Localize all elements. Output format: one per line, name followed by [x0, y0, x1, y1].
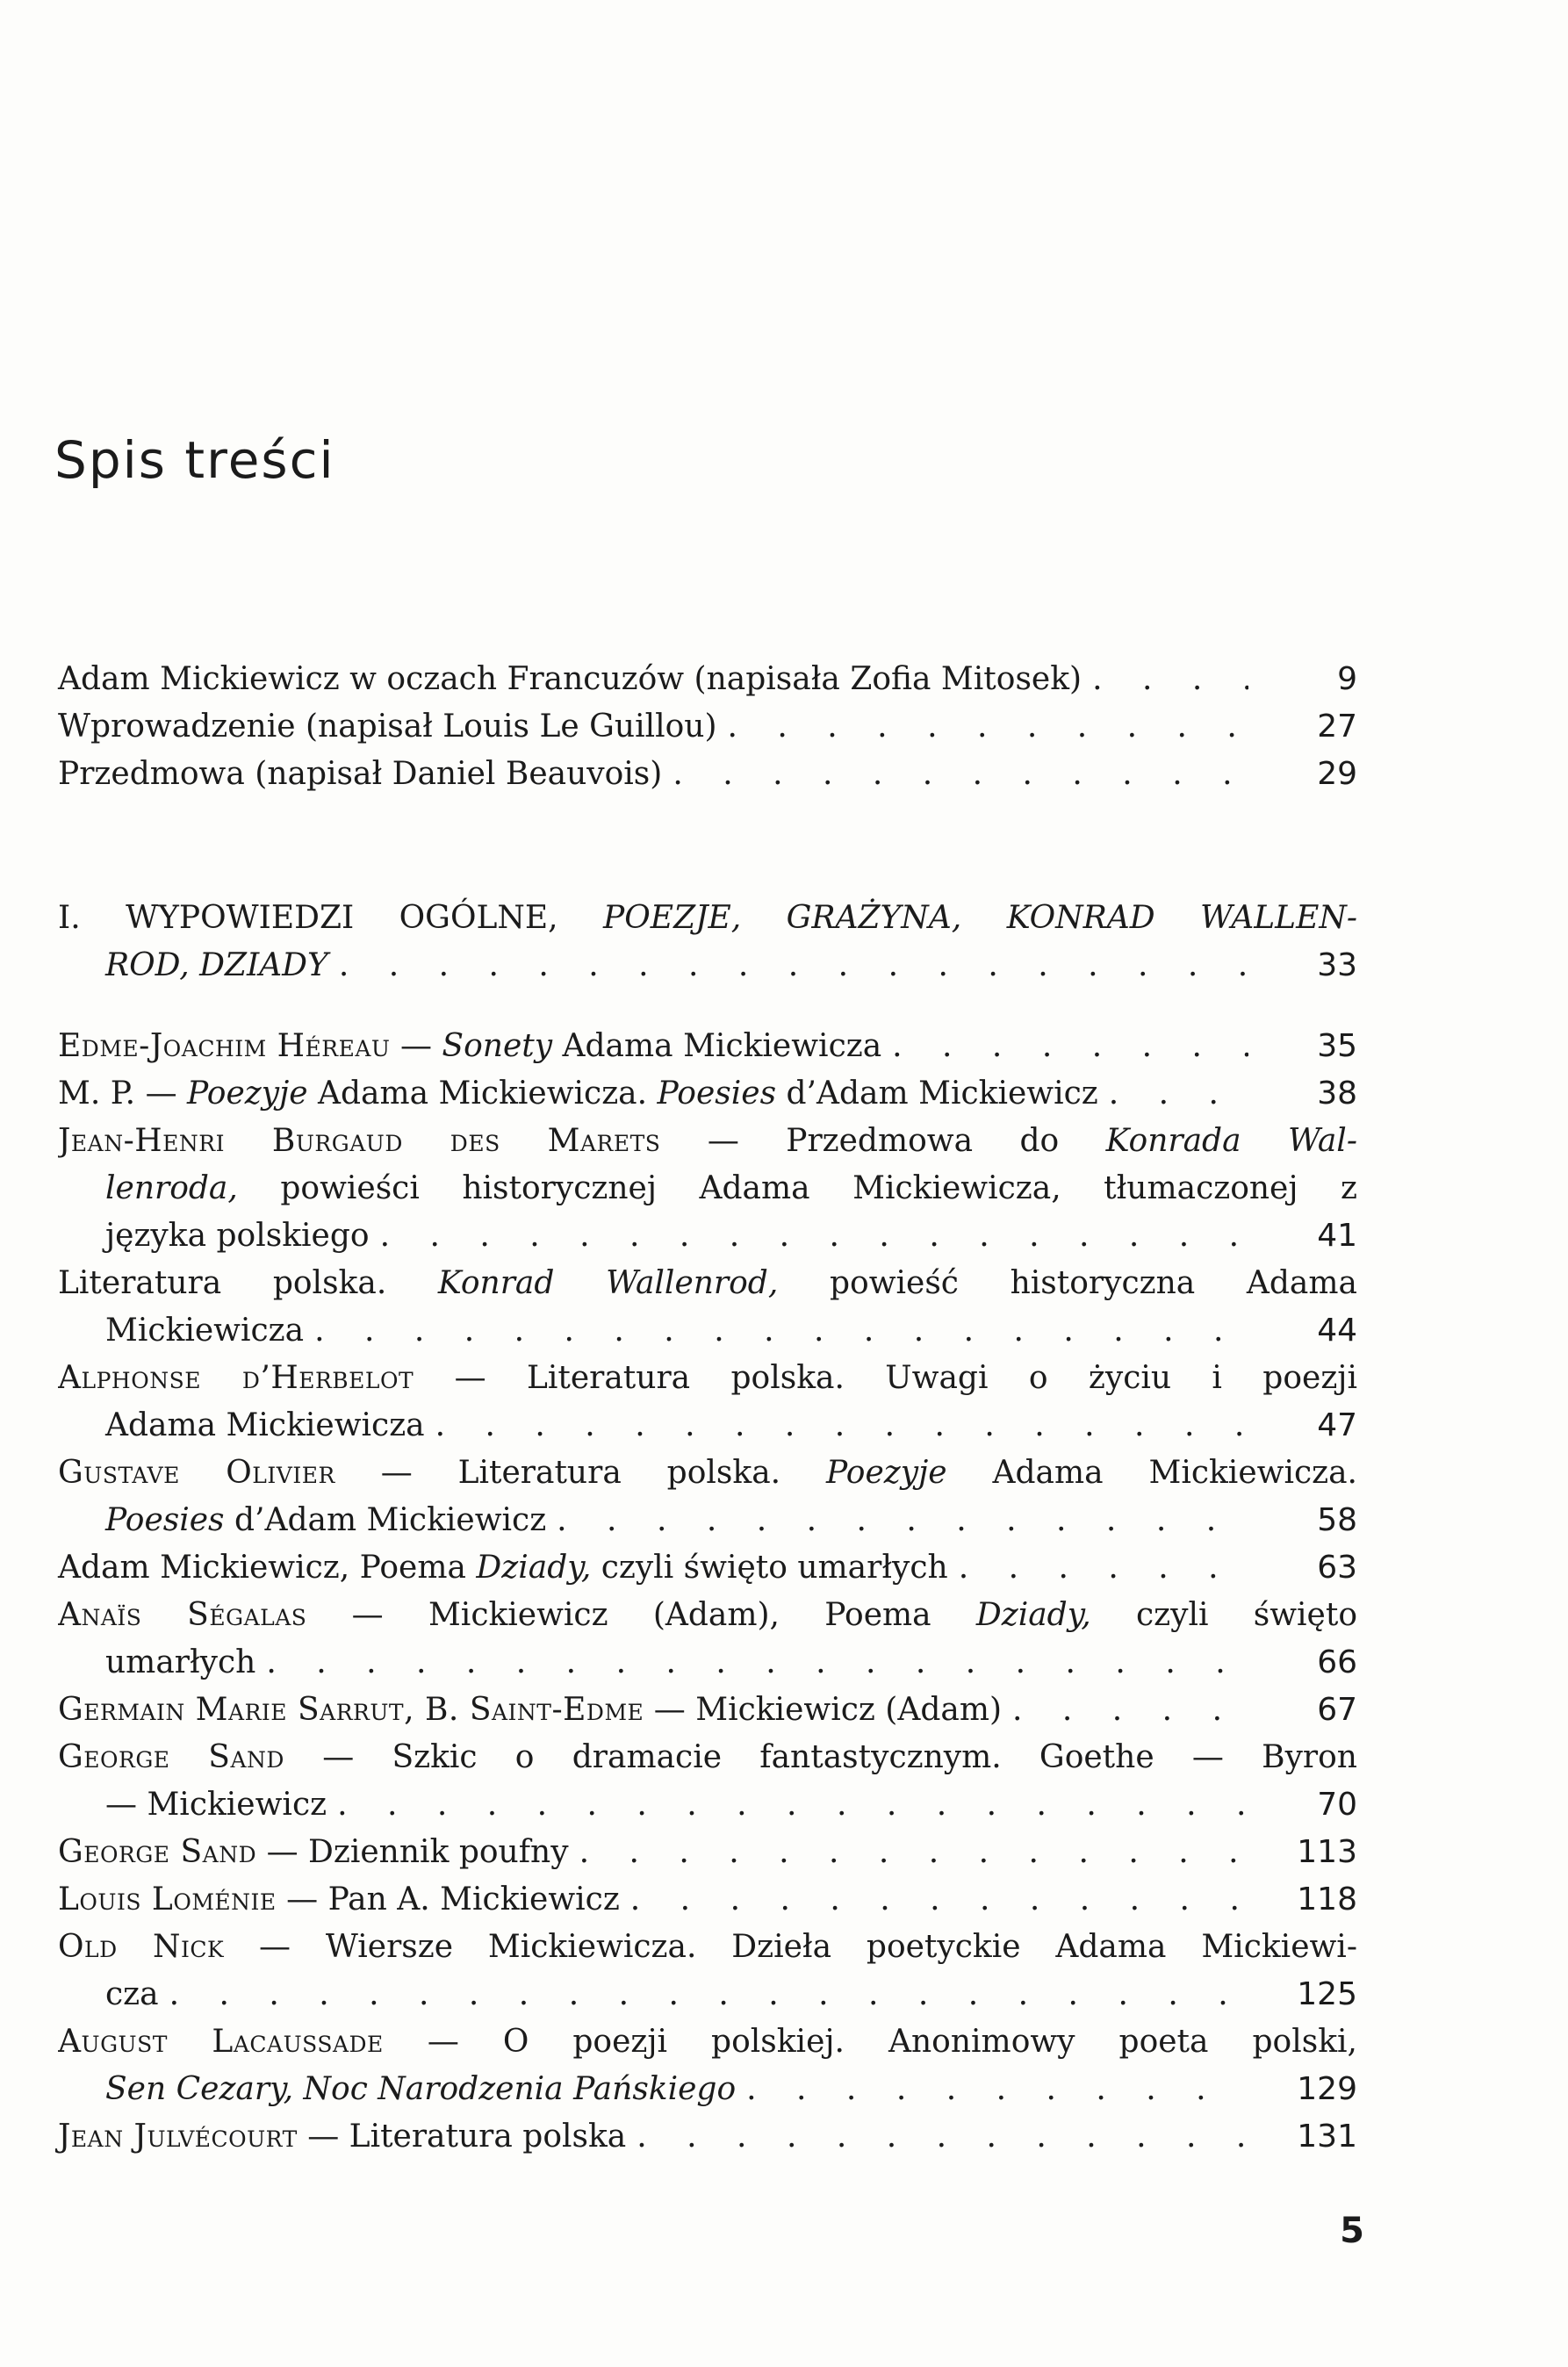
leader-dots — [380, 1212, 1248, 1260]
toc-entry-page: 67 — [1317, 1692, 1357, 1728]
leader-dots — [673, 751, 1248, 798]
toc-entry — [58, 656, 1357, 703]
leader-dots — [557, 1497, 1248, 1544]
leader-dots — [1092, 656, 1248, 703]
author-name: Old Nick — [58, 1929, 225, 1965]
toc-entry: Edme-Joachim Héreau — Sonety Adama Mickiewicza . . . 35 — [58, 1023, 1357, 1070]
leader-dots — [1012, 1687, 1248, 1734]
leader-dots — [1109, 1070, 1248, 1118]
toc-entry-page: 58 — [1317, 1502, 1357, 1538]
toc-entry-page: 70 — [1317, 1787, 1357, 1823]
toc-entry-page: 118 — [1297, 1881, 1357, 1917]
toc-entry: Jean-Henri Burgaud des Marets — Przedmowa do Konrada Wal- lenroda, powieści historycznej Adama Mickiewicza, tłumaczonej z języka polskiego . . . 41 — [58, 1118, 1357, 1260]
toc-entry-title: Przedmowa (napisał Daniel Beauvois) — [58, 756, 663, 792]
toc-entry-page: 125 — [1297, 1976, 1357, 2012]
toc-entry-page: 41 — [1317, 1218, 1357, 1254]
work-title: Poesies — [105, 1502, 225, 1538]
author-name: George Sand — [58, 1834, 257, 1870]
work-title: Poezyje — [187, 1076, 308, 1112]
work-title: Konrada Wal- — [1105, 1123, 1357, 1159]
toc-entry-page: 38 — [1317, 1076, 1357, 1112]
section-title: WYPOWIEDZI OGÓLNE, — [126, 900, 558, 936]
toc-entry-page: 129 — [1297, 2071, 1357, 2107]
toc-entry: George Sand — Dziennik poufny . . . 113 — [58, 1829, 1357, 1876]
toc-entry-page: 27 — [1317, 709, 1357, 745]
toc-entry-page: 29 — [1317, 756, 1357, 792]
author-name: George Sand — [58, 1739, 284, 1775]
toc-entry: Literatura polska. Konrad Wallenrod, powieść historyczna Adama Mickiewicza . . . 44 — [58, 1260, 1357, 1355]
section-title-italic: ROD, DZIADY — [105, 947, 328, 983]
work-title: Dziady, — [975, 1597, 1091, 1633]
toc-entry-page: 44 — [1317, 1313, 1357, 1349]
table-of-contents — [58, 0, 1357, 2367]
toc-entry: Adam Mickiewicz, Poema Dziady, czyli święto umarłych . . . 63 — [58, 1544, 1357, 1592]
section-title-italic: POEZJE, GRAŻYNA, KONRAD WALLEN- — [603, 900, 1357, 936]
toc-entry: Germain Marie Sarrut, B. Saint-Edme — Mickiewicz (Adam) . . . 67 — [58, 1687, 1357, 1734]
page-title: Spis treści — [54, 430, 335, 490]
work-title: lenroda, — [105, 1170, 238, 1206]
toc-entry-page: 9 — [1337, 661, 1357, 697]
page-number: 5 — [1340, 2211, 1364, 2251]
work-title: Poezyje — [826, 1455, 947, 1491]
toc-section-heading — [58, 895, 1357, 989]
toc-entry — [58, 703, 1357, 751]
work-title: Dziady, — [476, 1550, 592, 1586]
toc-entry-title: Wprowadzenie (napisał Louis Le Guillou) — [58, 709, 717, 745]
work-title: Konrad Wallenrod, — [437, 1265, 779, 1301]
toc-entry — [58, 751, 1357, 798]
leader-dots — [339, 942, 1248, 989]
author-name: Louis Loménie — [58, 1881, 277, 1917]
toc-entry-page: 131 — [1297, 2119, 1357, 2155]
toc-entry: Anaïs Ségalas — Mickiewicz (Adam), Poema Dziady, czyli święto umarłych . . . 66 — [58, 1592, 1357, 1687]
work-title: Sen Cezary, Noc Narodzenia Pańskiego — [105, 2071, 737, 2107]
author-name: Anaïs Ségalas — [58, 1597, 307, 1633]
work-title: Sonety — [442, 1028, 553, 1064]
author-name: August Lacaussade — [58, 2024, 384, 2060]
leader-dots — [169, 1971, 1248, 2018]
leader-dots — [337, 1781, 1248, 1829]
leader-dots — [728, 703, 1248, 751]
author-name: Jean Julvécourt — [58, 2119, 298, 2155]
leader-dots — [637, 2113, 1248, 2161]
author-name: Edme-Joachim Héreau — [58, 1028, 391, 1064]
author-name: M. P. — [58, 1076, 136, 1112]
toc-entry-page: 47 — [1317, 1407, 1357, 1443]
toc-entry-title: Adam Mickiewicz w oczach Francuzów (napisała Zofia Mitosek) — [58, 661, 1082, 697]
toc-entry-page: 35 — [1317, 1028, 1357, 1064]
toc-entry-page: 66 — [1317, 1644, 1357, 1680]
toc-entry: Old Nick — Wiersze Mickiewicza. Dzieła poetyckie Adama Mickiewi- cza . . . 125 — [58, 1924, 1357, 2018]
author-name: Alphonse d’Herbelot — [58, 1360, 414, 1396]
author-name: Jean-Henri Burgaud des Marets — [58, 1123, 661, 1159]
author-name: Gustave Olivier — [58, 1455, 335, 1491]
toc-entry-page: 33 — [1317, 947, 1357, 983]
toc-entry: August Lacaussade — O poezji polskiej. Anonimowy poeta polski, Sen Cezary, Noc Narodzenia Pańskiego . . . 129 — [58, 2018, 1357, 2113]
toc-entry: Alphonse d’Herbelot — Literatura polska. Uwagi o życiu i poezji Adama Mickiewicza . . . 47 — [58, 1355, 1357, 1450]
leader-dots — [892, 1023, 1248, 1070]
toc-entry-page: 63 — [1317, 1550, 1357, 1586]
toc-entry: M. P. — Poezyje Adama Mickiewicza. Poesies d’Adam Mickiewicz . . . 38 — [58, 1070, 1357, 1118]
leader-dots — [314, 1307, 1248, 1355]
section-number: I. — [58, 900, 81, 936]
toc-entry: Jean Julvécourt — Literatura polska . . . 131 — [58, 2113, 1357, 2161]
toc-entry: George Sand — Szkic o dramacie fantastycznym. Goethe — Byron — Mickiewicz . . . 70 — [58, 1734, 1357, 1829]
leader-dots — [959, 1544, 1248, 1592]
work-title: Poesies — [657, 1076, 777, 1112]
toc-entry-page: 113 — [1297, 1834, 1357, 1870]
leader-dots — [746, 2066, 1248, 2113]
leader-dots — [630, 1876, 1248, 1924]
leader-dots — [435, 1402, 1248, 1450]
author-name: Germain Marie Sarrut, B. Saint-Edme — [58, 1692, 644, 1728]
toc-entry: Gustave Olivier — Literatura polska. Poezyje Adama Mickiewicza. Poesies d’Adam Mickiewicz . . . 58 — [58, 1450, 1357, 1544]
toc-entry: Louis Loménie — Pan A. Mickiewicz . . . 118 — [58, 1876, 1357, 1924]
leader-dots — [266, 1639, 1248, 1687]
leader-dots — [579, 1829, 1248, 1876]
